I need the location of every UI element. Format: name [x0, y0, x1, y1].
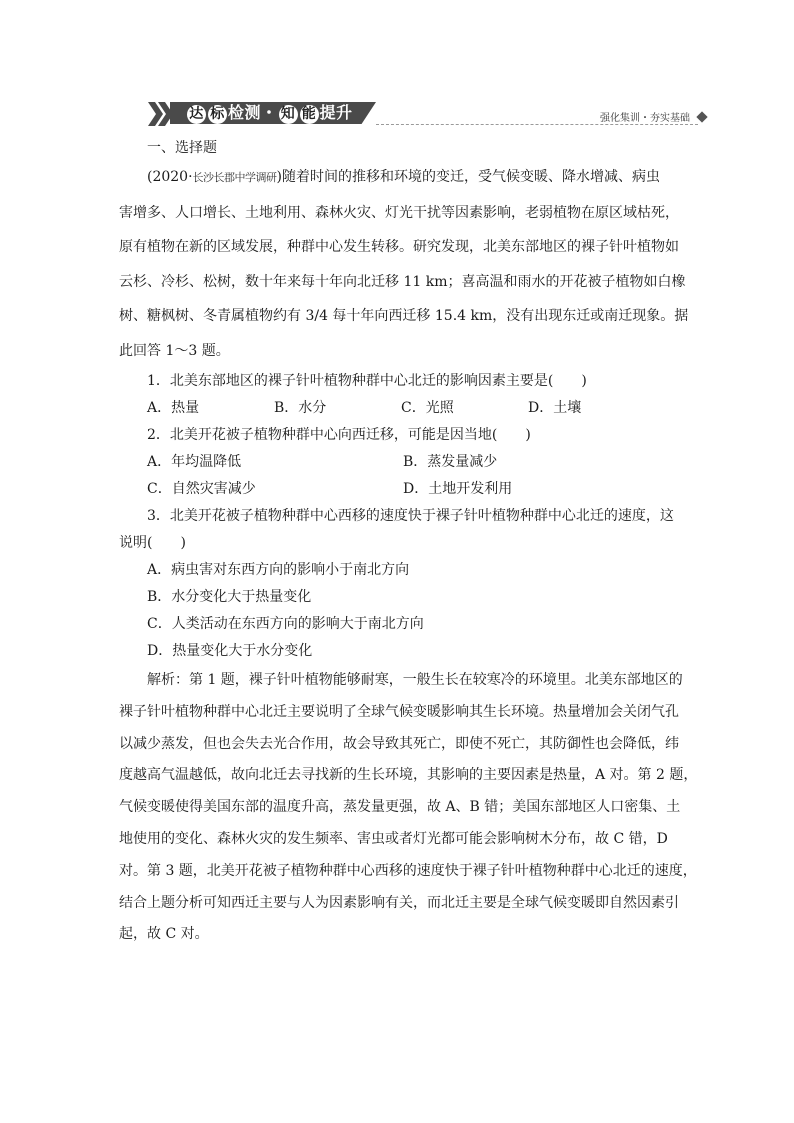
option-c: C．人类活动在东西方向的影响大于南北方向	[147, 616, 424, 632]
passage-line: 此回答 1～3 题。	[119, 342, 230, 359]
option-d: D．土壤	[528, 400, 582, 416]
header-banner-title	[186, 101, 353, 125]
option-row	[119, 449, 679, 476]
analysis-line: 裸子针叶植物种群中心北迁主要说明了全球气候变暖影响其生长环境。热量增加会关闭气孔	[119, 703, 679, 720]
option-row	[119, 476, 679, 503]
passage	[119, 160, 689, 368]
analysis-line: 以减少蒸发，但也会失去光合作用，故会导致其死亡，即使不死亡，其防御性也会降低，纬	[119, 735, 679, 752]
header-divider	[376, 124, 698, 125]
question-stem: 2．北美开花被子植物种群中心向西迁移，可能是因当地( )	[147, 427, 531, 443]
option-c: C．自然灾害减少	[147, 481, 256, 497]
analysis-line: 起，故 C 对。	[119, 926, 209, 943]
question-stem: 1．北美东部地区的裸子针叶植物种群中心北迁的影响因素主要是( )	[147, 373, 587, 389]
analysis-line: 气候变暖使得美国东部的温度升高，蒸发量更强，故 A、B 错；美国东部地区人口密集、土	[119, 799, 681, 816]
banner-char-biao: 标	[208, 105, 227, 124]
passage-line: 云杉、冷杉、松树，数十年来每十年向北迁移 11 km；喜高温和雨水的开花被子植物如白橡	[119, 273, 686, 290]
passage-line-text: )随着时间的推移和环境的变迁，受气候变暖、降水增减、病虫	[276, 169, 661, 185]
banner-char-zhi: 知	[279, 105, 298, 124]
option-d: D．土地开发利用	[403, 481, 513, 497]
passage-line: 原有植物在新的区域发展，种群中心发生转移。研究发现，北美东部地区的裸子针叶植物如	[119, 239, 679, 255]
diamond-icon	[696, 111, 707, 122]
analysis-line: 解析：第 1 题，裸子针叶植物能够耐寒，一般生长在较寒冷的环境里。北美东部地区的	[147, 672, 683, 688]
option-b: B．水分	[274, 400, 327, 416]
header-right-label: 强化集训・夯实基础	[600, 113, 690, 124]
passage-source: 长沙长郡中学调研	[192, 171, 277, 184]
passage-line: 树、糖枫树、冬青属植物约有 3/4 每十年向西迁移 15.4 km，没有出现东迁或南迁现象。据	[119, 308, 689, 324]
analysis	[119, 665, 698, 951]
passage-line	[119, 160, 679, 196]
section-header	[148, 100, 708, 128]
option-d: D．热量变化大于水分变化	[147, 643, 313, 659]
banner-text-jiance: 检测・	[228, 103, 278, 122]
option-a: A．热量	[147, 400, 200, 416]
question-1	[119, 368, 679, 422]
page-content	[119, 136, 698, 951]
option-c: C．光照	[401, 400, 454, 416]
option-b: B．水分变化大于热量变化	[147, 589, 312, 605]
passage-year: (2020·	[147, 169, 193, 185]
question-stem: 3．北美开花被子植物种群中心西移的速度快于裸子针叶植物种群中心北迁的速度，这	[147, 508, 674, 524]
question-stem-cont: 说明( )	[119, 535, 186, 551]
option-b: B．蒸发量减少	[403, 454, 498, 470]
analysis-line: 度越高气温越低，故向北迁去寻找新的生长环境，其影响的主要因素是热量，A 对。第 2 题，	[119, 767, 698, 784]
banner-text-tisheng: 提升	[319, 103, 353, 122]
passage-line: 害增多、人口增长、土地利用、森林火灾、灯光干扰等因素影响，老弱植物在原区域枯死，	[119, 204, 679, 221]
banner-char-neng: 能	[300, 105, 319, 124]
analysis-line: 结合上题分析可知西迁主要与人为因素影响有关，而北迁主要是全球气候变暖即自然因素引	[119, 894, 679, 911]
section-title: 一、选择题	[147, 140, 217, 156]
question-3	[119, 503, 679, 665]
analysis-line: 地使用的变化、森林火灾的发生频率、害虫或者灯光都可能会影响树木分布，故 C 错，D	[119, 830, 668, 847]
question-2	[119, 422, 679, 503]
option-a: A．年均温降低	[147, 454, 242, 470]
analysis-line: 对。第 3 题，北美开花被子植物种群中心西移的速度快于裸子针叶植物种群中心北迁的速度，	[119, 862, 697, 879]
option-a: A．病虫害对东西方向的影响小于南北方向	[147, 562, 410, 578]
banner-char-da: 达	[187, 105, 206, 124]
option-row	[119, 395, 679, 422]
